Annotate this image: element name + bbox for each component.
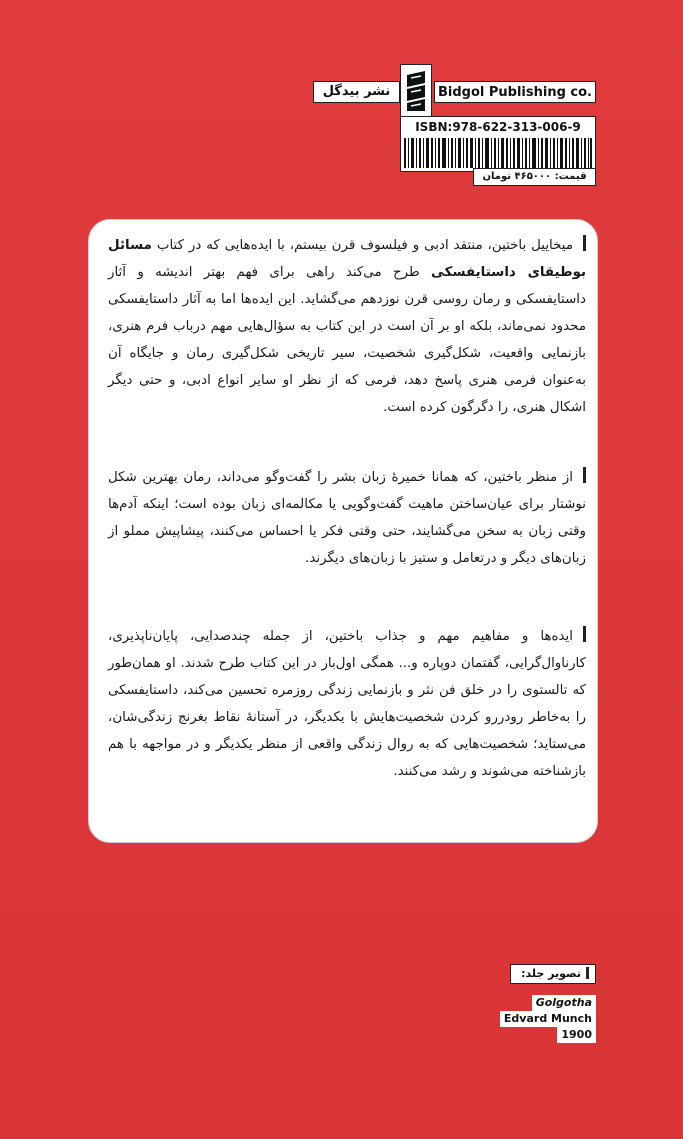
blurb-paragraph-1 xyxy=(108,232,586,421)
price-label: قیمت: ۴۶۵۰۰۰ تومان xyxy=(473,168,596,186)
blurb-paragraph-3 xyxy=(108,623,586,785)
publisher-name-en: Bidgol Publishing co. xyxy=(434,81,596,103)
book-title-bold: مسائل بوطیقای داستایفسکی xyxy=(108,238,587,280)
blurb-paragraph-1-part-a: میخاییل باختین، منتقد ادبی و فیلسوف قرن بیستم، با ایده‌هایی که در کتاب xyxy=(151,238,573,253)
cover-credit-label-text: تصویر جلد: xyxy=(521,967,581,980)
cover-artist-name: Edvard Munch xyxy=(500,1011,596,1027)
blurb-paragraph-2 xyxy=(108,464,586,572)
paragraph-marker-icon xyxy=(583,626,586,642)
paragraph-marker-icon xyxy=(583,235,586,251)
cover-credit-label xyxy=(510,964,596,984)
blurb-paragraph-1-part-b: طرح می‌کند راهی برای فهم بهتر اندیشه و آثار داستایفسکی و رمان روسی قرن نوزدهم می‌گشاید. این ایده‌ها اما به آثار داستایفسکی محدود نمی‌ماند، بلکه او بر آن است در این کتاب به سؤال‌هایی مهم درباب فرم هنری، بازنمایی واقعیت، شکل‌گیری شخصیت، سیر تاریخی شکل‌گیری رمان و جایگاه آن به‌عنوان فرمی هنری پاسخ دهد، فرمی که از نظر او سایر انواع ادبی، و حتی دیگر اشکال هنری، را دگرگون کرده است. xyxy=(108,265,586,415)
cover-artwork-year: 1900 xyxy=(557,1027,596,1043)
barcode-icon xyxy=(404,138,592,168)
bidgol-logo-icon xyxy=(400,64,432,118)
blurb-paragraph-3-text: ایده‌ها و مفاهیم مهم و جذاب باختین، از جمله چندصدایی، پایان‌ناپذیری، کارناوال‌گرایی، گفتمان دوپاره و... همگی اول‌بار در این کتاب طرح شدند. او همان‌طور که تالستوی را در خلق فن نثر و بازنمایی زندگی روزمره تحسین می‌کند، داستایفسکی را به‌خاطر رودررو کردن شخصیت‌هایش با یکدیگر، در آستانهٔ نقاط بغرنج زندگی‌شان، می‌ستاید؛ شخصیت‌هایی که به روال زندگی واقعی از منظر یکدیگر و در مواجهه با هم بازشناخته می‌شوند و رشد می‌کنند. xyxy=(108,629,586,779)
publisher-name-fa-box xyxy=(313,81,400,103)
isbn-text: ISBN:978-622-313-006-9 xyxy=(415,120,581,134)
blurb-paragraph-2-text: از منظر باختین، که همانا خمیرهٔ زبان بشر را گفت‌وگو می‌داند، رمان بهترین شکل نوشتار برای عیان‌ساختن ماهیت گفت‌وگویی یا مکالمه‌ای زبان بوده است؛ اینکه آدم‌ها وقتی زبان به سخن می‌گشایند، حتی وقتی فکر یا احساس می‌کنند، پیشاپیش مملو از زبان‌های دیگر و درتعامل و ستیز با زبان‌های دیگرند. xyxy=(108,470,586,566)
publisher-name-fa-text: نشر بیدگل xyxy=(322,84,391,99)
paragraph-marker-icon xyxy=(583,467,586,483)
credit-marker-icon xyxy=(586,967,589,979)
cover-artwork-title: Golgotha xyxy=(532,995,596,1011)
